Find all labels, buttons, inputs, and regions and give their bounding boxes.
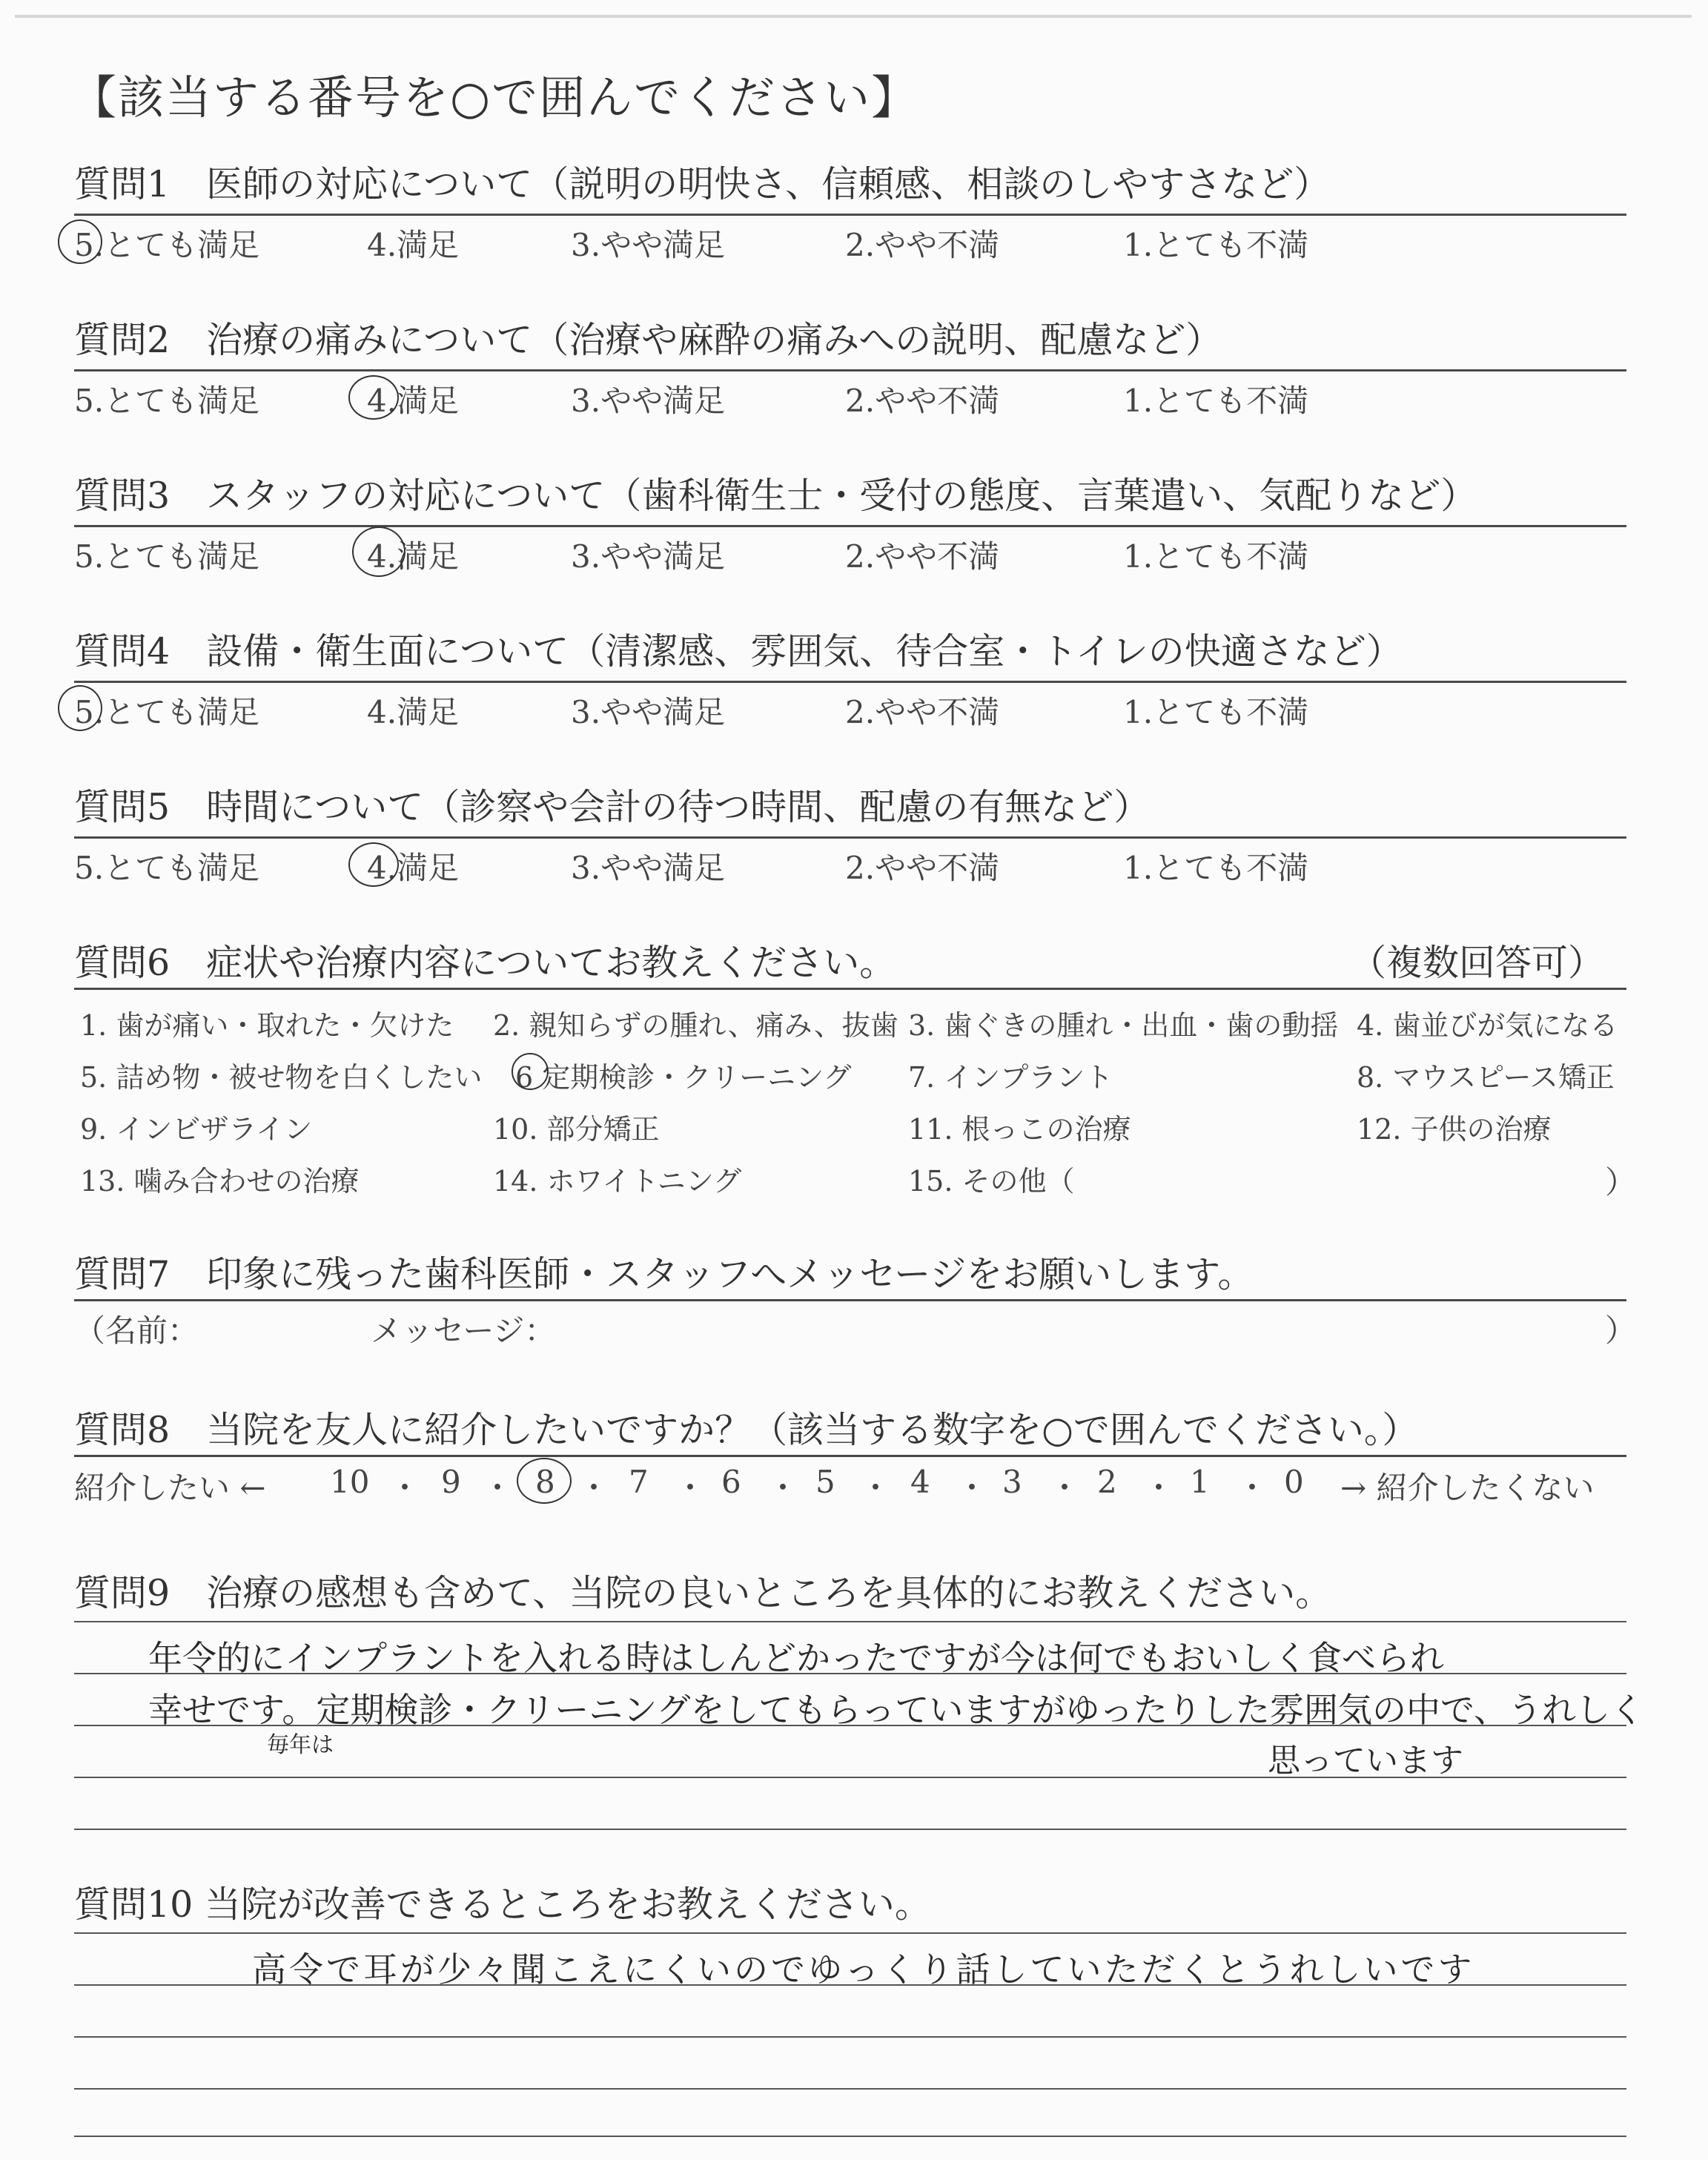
- answer-line: [74, 1829, 1626, 1830]
- scale-dot: ・: [1049, 1470, 1081, 1506]
- q5-option-5[interactable]: 5.とても満足: [74, 850, 260, 886]
- answer-line: [74, 1621, 1626, 1622]
- scale-right-label: → 紹介したくない: [1340, 1470, 1595, 1506]
- q1-option-4[interactable]: 4.満足: [367, 227, 460, 263]
- question-4-rule: [74, 681, 1626, 683]
- scale-dot: ・: [675, 1470, 706, 1506]
- q4-option-3[interactable]: 3.やや満足: [571, 694, 726, 730]
- question-5-title: 質問5 時間について（診察や会計の待つ時間、配慮の有無など）: [74, 786, 1151, 828]
- question-6-title: 質問6 症状や治療内容についてお教えください。: [74, 942, 896, 984]
- handwritten-answer-line-2: 幸せです。定期検診・クリーニングをしてもらっていますがゆったりした雰囲気の中で、うれしく: [148, 1690, 1645, 1730]
- scale-dot: ・: [860, 1470, 892, 1506]
- scale-6[interactable]: 6: [721, 1464, 741, 1500]
- q6-option-12[interactable]: 12. 子供の治療: [1357, 1113, 1552, 1146]
- answer-circle: [348, 375, 399, 420]
- answer-line: [74, 2088, 1626, 2090]
- q6-option-5[interactable]: 5. 詰め物・被せ物を白くしたい: [80, 1061, 483, 1094]
- q1-option-1[interactable]: 1.とても不満: [1123, 227, 1309, 263]
- q6-option-1[interactable]: 1. 歯が痛い・取れた・欠けた: [80, 1009, 454, 1042]
- answer-circle: [58, 219, 102, 264]
- q6-option-10[interactable]: 10. 部分矯正: [493, 1113, 660, 1146]
- answer-circle: [352, 526, 406, 577]
- scale-8[interactable]: 8: [535, 1464, 555, 1500]
- q1-option-5[interactable]: 5.とても満足: [74, 227, 260, 263]
- q2-option-3[interactable]: 3.やや満足: [571, 383, 726, 419]
- q6-option-2[interactable]: 2. 親知らずの腫れ、痛み、抜歯: [493, 1009, 898, 1042]
- answer-line: [74, 2136, 1626, 2137]
- q6-option-11[interactable]: 11. 根っこの治療: [908, 1113, 1131, 1146]
- q5-option-3[interactable]: 3.やや満足: [571, 850, 726, 886]
- answer-circle: [517, 1458, 572, 1504]
- scale-dot: ・: [1237, 1470, 1268, 1506]
- question-2-title: 質問2 治療の痛みについて（治療や麻酔の痛みへの説明、配慮など）: [74, 319, 1222, 361]
- answer-line: [74, 1932, 1626, 1934]
- multiple-answer-note: （複数回答可）: [1349, 942, 1604, 984]
- q2-option-4[interactable]: 4.満足: [367, 383, 460, 419]
- q4-option-2[interactable]: 2.やや不満: [845, 694, 1000, 730]
- question-3-rule: [74, 525, 1626, 527]
- scale-5[interactable]: 5: [815, 1464, 835, 1500]
- q5-option-4[interactable]: 4.満足: [367, 850, 460, 886]
- recommend-scale: [0, 1464, 1708, 1508]
- question-8-title: 質問8 当院を友人に紹介したいですか？（該当する数字を○で囲んでください。）: [74, 1409, 1419, 1451]
- question-7-rule: [74, 1299, 1626, 1301]
- q3-option-4[interactable]: 4.満足: [367, 538, 460, 575]
- scale-9[interactable]: 9: [441, 1464, 461, 1500]
- scale-3[interactable]: 3: [1002, 1464, 1022, 1500]
- q3-option-3[interactable]: 3.やや満足: [571, 538, 726, 575]
- q4-option-4[interactable]: 4.満足: [367, 694, 460, 730]
- scale-1[interactable]: 1: [1190, 1464, 1210, 1500]
- question-5-rule: [74, 836, 1626, 839]
- scale-4[interactable]: 4: [910, 1464, 930, 1500]
- scale-dot: ・: [482, 1470, 514, 1506]
- q5-option-1[interactable]: 1.とても不満: [1123, 850, 1309, 886]
- handwritten-answer-line-3: 思っています: [1268, 1742, 1463, 1780]
- q1-option-3[interactable]: 3.やや満足: [571, 227, 726, 263]
- scale-0[interactable]: 0: [1284, 1464, 1304, 1500]
- q6-option-6[interactable]: 6 定期検診・クリーニング: [515, 1061, 852, 1094]
- answer-circle: [58, 685, 102, 731]
- top-border: [15, 15, 1692, 18]
- q5-option-2[interactable]: 2.やや不満: [845, 850, 1000, 886]
- question-7-title: 質問7 印象に残った歯科医師・スタッフへメッセージをお願いします。: [74, 1253, 1254, 1295]
- q6-option-15[interactable]: 15. その他（: [908, 1165, 1075, 1198]
- question-10-title: 質問10 当院が改善できるところをお教えください。: [74, 1883, 931, 1926]
- scale-dot: ・: [1143, 1470, 1175, 1506]
- scale-dot: ・: [767, 1470, 799, 1506]
- q6-option-13[interactable]: 13. 噛み合わせの治療: [80, 1165, 360, 1198]
- q3-option-5[interactable]: 5.とても満足: [74, 538, 260, 575]
- answer-line: [74, 2036, 1626, 2038]
- scale-left-label: 紹介したい ←: [74, 1470, 266, 1506]
- scale-7[interactable]: 7: [629, 1464, 649, 1500]
- q2-option-2[interactable]: 2.やや不満: [845, 383, 1000, 419]
- q4-option-1[interactable]: 1.とても不満: [1123, 694, 1309, 730]
- q3-option-1[interactable]: 1.とても不満: [1123, 538, 1309, 575]
- message-label: メッセージ：: [371, 1312, 556, 1349]
- handwritten-answer-line-1: 高令で耳が少々聞こえにくいのでゆっくり話していただくとうれしいです: [252, 1949, 1475, 1989]
- q4-option-5[interactable]: 5.とても満足: [74, 694, 260, 730]
- scale-dot: ・: [956, 1470, 988, 1506]
- question-2-rule: [74, 369, 1626, 371]
- question-3-title: 質問3 スタッフの対応について（歯科衛生士・受付の態度、言葉遣い、気配りなど）: [74, 475, 1477, 517]
- answer-circle: [512, 1053, 549, 1090]
- q1-option-2[interactable]: 2.やや不満: [845, 227, 1000, 263]
- q6-option-9[interactable]: 9. インビザライン: [80, 1113, 313, 1146]
- q2-option-1[interactable]: 1.とても不満: [1123, 383, 1309, 419]
- scale-10[interactable]: 10: [330, 1464, 370, 1500]
- scale-dot: ・: [389, 1470, 421, 1506]
- handwritten-insertion: 毎年は: [267, 1732, 334, 1758]
- q6-option-8[interactable]: 8. マウスピース矯正: [1357, 1061, 1615, 1094]
- q2-option-5[interactable]: 5.とても満足: [74, 383, 260, 419]
- other-closing-paren: ）: [1605, 1164, 1637, 1200]
- q3-option-2[interactable]: 2.やや不満: [845, 538, 1000, 575]
- handwritten-answer-line-1: 年令的にインプラントを入れる時はしんどかったですが今は何でもおいしく食べられ: [148, 1638, 1444, 1678]
- question-9-title: 質問9 治療の感想も含めて、当院の良いところを具体的にお教えください。: [74, 1572, 1332, 1614]
- q6-option-3[interactable]: 3. 歯ぐきの腫れ・出血・歯の動揺: [908, 1009, 1339, 1042]
- answer-circle: [348, 842, 399, 887]
- q6-option-4[interactable]: 4. 歯並びが気になる: [1357, 1009, 1618, 1042]
- q6-option-14[interactable]: 14. ホワイトニング: [493, 1165, 742, 1198]
- message-closing-paren: ）: [1605, 1312, 1637, 1349]
- question-1-title: 質問1 医師の対応について（説明の明快さ、信頼感、相談のしやすさなど）: [74, 163, 1331, 205]
- scale-2[interactable]: 2: [1097, 1464, 1117, 1500]
- question-4-title: 質問4 設備・衛生面について（清潔感、雰囲気、待合室・トイレの快適さなど）: [74, 630, 1403, 673]
- question-1-rule: [74, 214, 1626, 216]
- question-6-rule: [74, 988, 1626, 990]
- question-8-rule: [74, 1455, 1626, 1457]
- scale-dot: ・: [578, 1470, 610, 1506]
- q6-option-7[interactable]: 7. インプラント: [908, 1061, 1113, 1094]
- form-header: 【該当する番号を○で囲んでください】: [70, 70, 919, 125]
- name-label: （名前：: [74, 1312, 199, 1349]
